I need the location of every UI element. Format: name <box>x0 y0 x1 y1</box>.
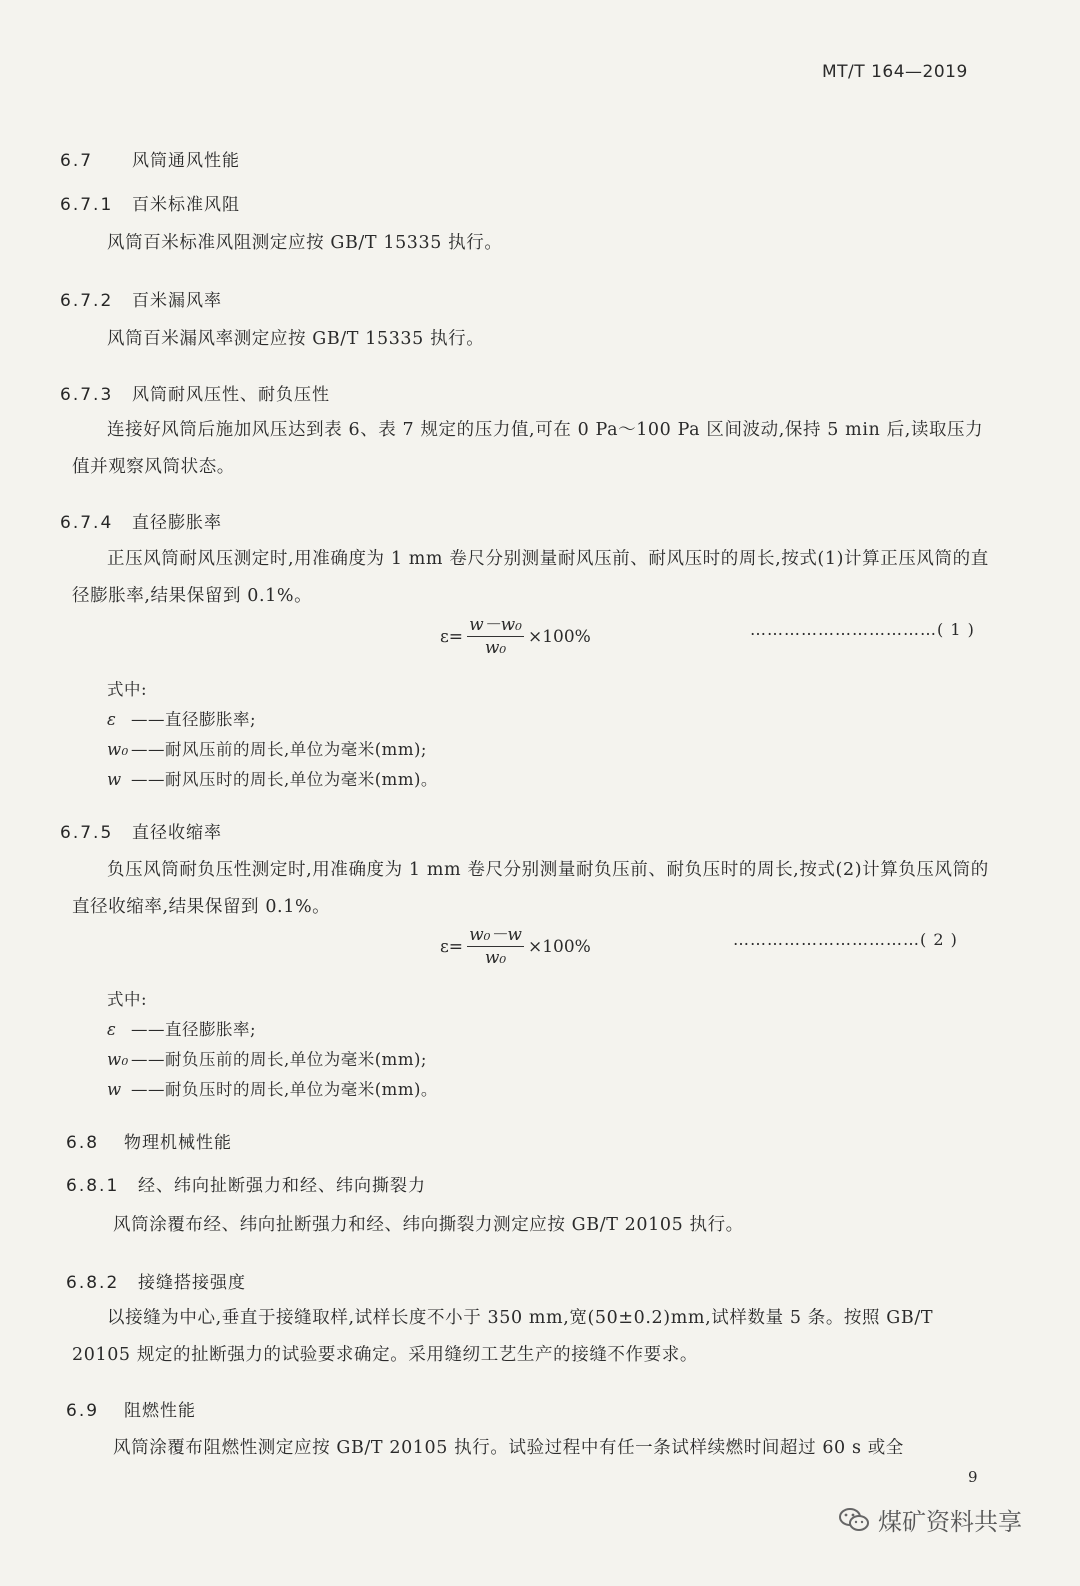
section-6-7-3-heading <box>60 380 330 405</box>
formula-2 <box>440 924 591 969</box>
section-number: 6.8 <box>66 1133 100 1153</box>
variable-desc: ——耐负压前的周长,单位为毫米(mm); <box>131 1050 427 1069</box>
section-6-7-5-heading <box>60 818 222 843</box>
formula-rhs: ×100% <box>527 626 591 647</box>
equation-number: ( 1 ) <box>937 620 975 639</box>
where-label: 式中: <box>107 990 148 1009</box>
leader-dots: …………………………… <box>750 620 937 639</box>
variable-line <box>107 736 427 760</box>
formula-rhs: ×100% <box>527 936 591 957</box>
section-6-7-1-heading <box>60 190 240 215</box>
variable-line <box>107 1016 256 1040</box>
where-label: 式中: <box>107 680 148 699</box>
variable-symbol: w <box>107 770 122 789</box>
formula-lhs: ε= <box>440 626 464 647</box>
formula-denominator: w₀ <box>484 638 507 658</box>
page-number: 9 <box>968 1468 978 1486</box>
section-number: 6.9 <box>66 1401 100 1421</box>
formula-numerator: w－w₀ <box>469 615 522 635</box>
section-number: 6.7.4 <box>60 513 114 533</box>
variable-line <box>107 766 438 790</box>
section-6-8-1-text: 风筒涂覆布经、纬向扯断强力和经、纬向撕裂力测定应按 GB/T 20105 执行。 <box>113 1215 744 1235</box>
section-6-8-1-heading <box>66 1171 426 1196</box>
formula-lhs: ε= <box>440 936 464 957</box>
leader-dots: …………………………… <box>733 930 920 949</box>
equation-number: ( 2 ) <box>920 930 958 949</box>
section-title: 阻燃性能 <box>124 1401 196 1421</box>
section-6-7-3-text: 连接好风筒后施加风压达到表 6、表 7 规定的压力值,可在 0 Pa～100 Pa 区间波动,保持 5 min 后,读取压力值并观察风筒状态。 <box>72 420 984 477</box>
variable-symbol: ε <box>107 1020 117 1039</box>
section-title: 风筒通风性能 <box>132 151 240 171</box>
formula-numerator: w₀－w <box>469 925 522 945</box>
section-number: 6.8.1 <box>66 1176 120 1196</box>
section-6-7-4-heading <box>60 508 222 533</box>
formula-1 <box>440 614 591 659</box>
formula-denominator: w₀ <box>484 948 507 968</box>
variable-desc: ——耐风压前的周长,单位为毫米(mm); <box>131 740 427 759</box>
section-6-8-heading <box>66 1128 232 1153</box>
variable-symbol: w₀ <box>107 1050 129 1069</box>
section-6-7-heading <box>60 146 240 171</box>
section-number: 6.8.2 <box>66 1273 120 1293</box>
section-6-8-2-heading <box>66 1268 246 1293</box>
formula-fraction <box>467 614 524 659</box>
variable-desc: ——耐风压时的周长,单位为毫米(mm)。 <box>131 770 438 789</box>
formula-fraction <box>467 924 524 969</box>
section-6-7-2-text: 风筒百米漏风率测定应按 GB/T 15335 执行。 <box>107 329 485 349</box>
variable-desc: ——直径膨胀率; <box>131 1020 257 1039</box>
watermark <box>838 1502 1022 1537</box>
section-title: 直径膨胀率 <box>132 513 222 533</box>
section-title: 百米漏风率 <box>132 291 222 311</box>
wechat-icon <box>838 1506 870 1534</box>
section-number: 6.7.3 <box>60 385 114 405</box>
section-number: 6.7 <box>60 151 94 171</box>
variable-desc: ——耐负压时的周长,单位为毫米(mm)。 <box>131 1080 438 1099</box>
section-title: 物理机械性能 <box>124 1133 232 1153</box>
watermark-text: 煤矿资料共享 <box>878 1508 1022 1536</box>
variable-line <box>107 1076 438 1100</box>
section-6-9-heading <box>66 1396 196 1421</box>
formula-1-leader <box>750 620 975 639</box>
section-number: 6.7.2 <box>60 291 114 311</box>
section-number: 6.7.5 <box>60 823 114 843</box>
section-6-8-2-text: 以接缝为中心,垂直于接缝取样,试样长度不小于 350 mm,宽(50±0.2)mm,试样数量 5 条。按照 GB/T 20105 规定的扯断强力的试验要求确定。采用缝纫工艺生产的接缝不作要求。 <box>72 1308 934 1365</box>
variable-line <box>107 706 256 730</box>
section-title: 经、纬向扯断强力和经、纬向撕裂力 <box>138 1176 426 1196</box>
standard-number: MT/T 164—2019 <box>822 62 968 82</box>
section-title: 接缝搭接强度 <box>138 1273 246 1293</box>
section-number: 6.7.1 <box>60 195 114 215</box>
section-title: 风筒耐风压性、耐负压性 <box>132 385 330 405</box>
section-6-7-1-text: 风筒百米标准风阻测定应按 GB/T 15335 执行。 <box>107 233 503 253</box>
section-6-9-text: 风筒涂覆布阻燃性测定应按 GB/T 20105 执行。试验过程中有任一条试样续燃时间超过 60 s 或全 <box>113 1438 904 1458</box>
variable-desc: ——直径膨胀率; <box>131 710 257 729</box>
formula-2-leader <box>733 930 958 949</box>
variable-symbol: w <box>107 1080 122 1099</box>
variable-line <box>107 1046 427 1070</box>
variable-symbol: ε <box>107 710 117 729</box>
section-6-7-2-heading <box>60 286 222 311</box>
section-6-7-5-text: 负压风筒耐负压性测定时,用准确度为 1 mm 卷尺分别测量耐负压前、耐负压时的周长,按式(2)计算负压风筒的直径收缩率,结果保留到 0.1%。 <box>72 860 989 917</box>
section-title: 直径收缩率 <box>132 823 222 843</box>
variable-symbol: w₀ <box>107 740 129 759</box>
section-title: 百米标准风阻 <box>132 195 240 215</box>
section-6-7-4-text: 正压风筒耐风压测定时,用准确度为 1 mm 卷尺分别测量耐风压前、耐风压时的周长,按式(1)计算正压风筒的直径膨胀率,结果保留到 0.1%。 <box>72 549 989 606</box>
